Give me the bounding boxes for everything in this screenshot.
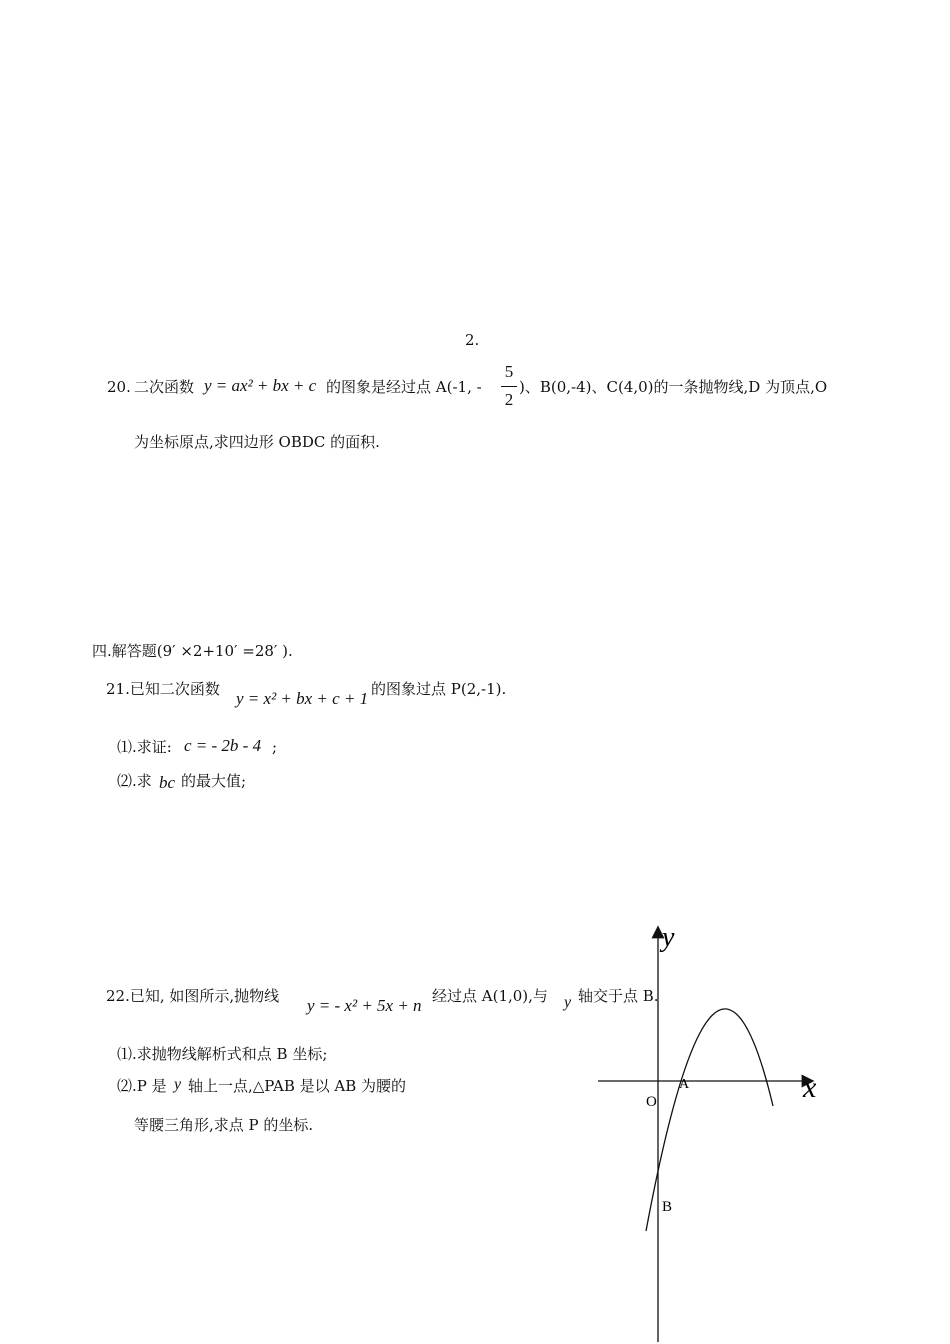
y-axis-label: y	[662, 922, 675, 953]
q20-line2: 为坐标原点,求四边形 OBDC 的面积.	[134, 433, 380, 451]
q21-tail: 的图象过点 P(2,-1).	[371, 680, 507, 698]
x-axis-label: x	[803, 1071, 817, 1104]
q22-formula: y = - x² + 5x + n	[307, 996, 422, 1015]
q21-part2-formula: bc	[159, 773, 176, 792]
origin-label: O	[646, 1094, 657, 1110]
q22-y-variable: y	[564, 994, 572, 1011]
q22-part2b: 轴上一点,△PAB 是以 AB 为腰的	[188, 1077, 407, 1095]
q20-fraction-numerator: 5	[504, 362, 514, 381]
q22-part1: ⑴.求抛物线解析式和点 B 坐标;	[117, 1045, 328, 1063]
q20-text-mid2: )、B(0,-4)、C(4,0)的一条抛物线,D 为顶点,O	[519, 378, 828, 396]
q20-fraction-denominator: 2	[504, 390, 514, 409]
q21-formula: y = x² + bx + c + 1	[236, 689, 369, 708]
q21-part1-end: ;	[272, 738, 278, 756]
q20-formula: y = ax² + bx + c	[204, 376, 317, 395]
q22-intro: 22.已知, 如图所示,抛物线	[106, 987, 280, 1005]
q22-tail1: 经过点 A(1,0),与	[432, 987, 548, 1005]
parabola-curve	[646, 1009, 773, 1231]
q22-part2a: ⑵.P 是	[117, 1077, 167, 1095]
q21-part1-label: ⑴.求证:	[117, 738, 172, 756]
q21-part2-end: 的最大值;	[181, 772, 247, 790]
q21-intro: 21.已知二次函数	[106, 680, 220, 698]
section-heading: 四.解答题(9′ ×2+10′ =28′ ).	[92, 642, 293, 660]
q21-part2-label: ⑵.求	[117, 772, 152, 790]
q22-part2-y-variable: y	[174, 1076, 182, 1093]
point-a-label: A	[679, 1077, 690, 1092]
q20-prefix: 二次函数	[134, 378, 195, 396]
page-number: 2.	[465, 331, 480, 349]
q22-part2c: 等腰三角形,求点 P 的坐标.	[134, 1116, 314, 1134]
q21-part1-formula: c = - 2b - 4	[184, 736, 262, 755]
q20-number: 20.	[107, 378, 131, 396]
q20-text-mid1: 的图象是经过点 A(-1, -	[326, 378, 482, 396]
q22-tail2: 轴交于点 B.	[578, 987, 659, 1005]
point-b-label: B	[662, 1199, 673, 1215]
